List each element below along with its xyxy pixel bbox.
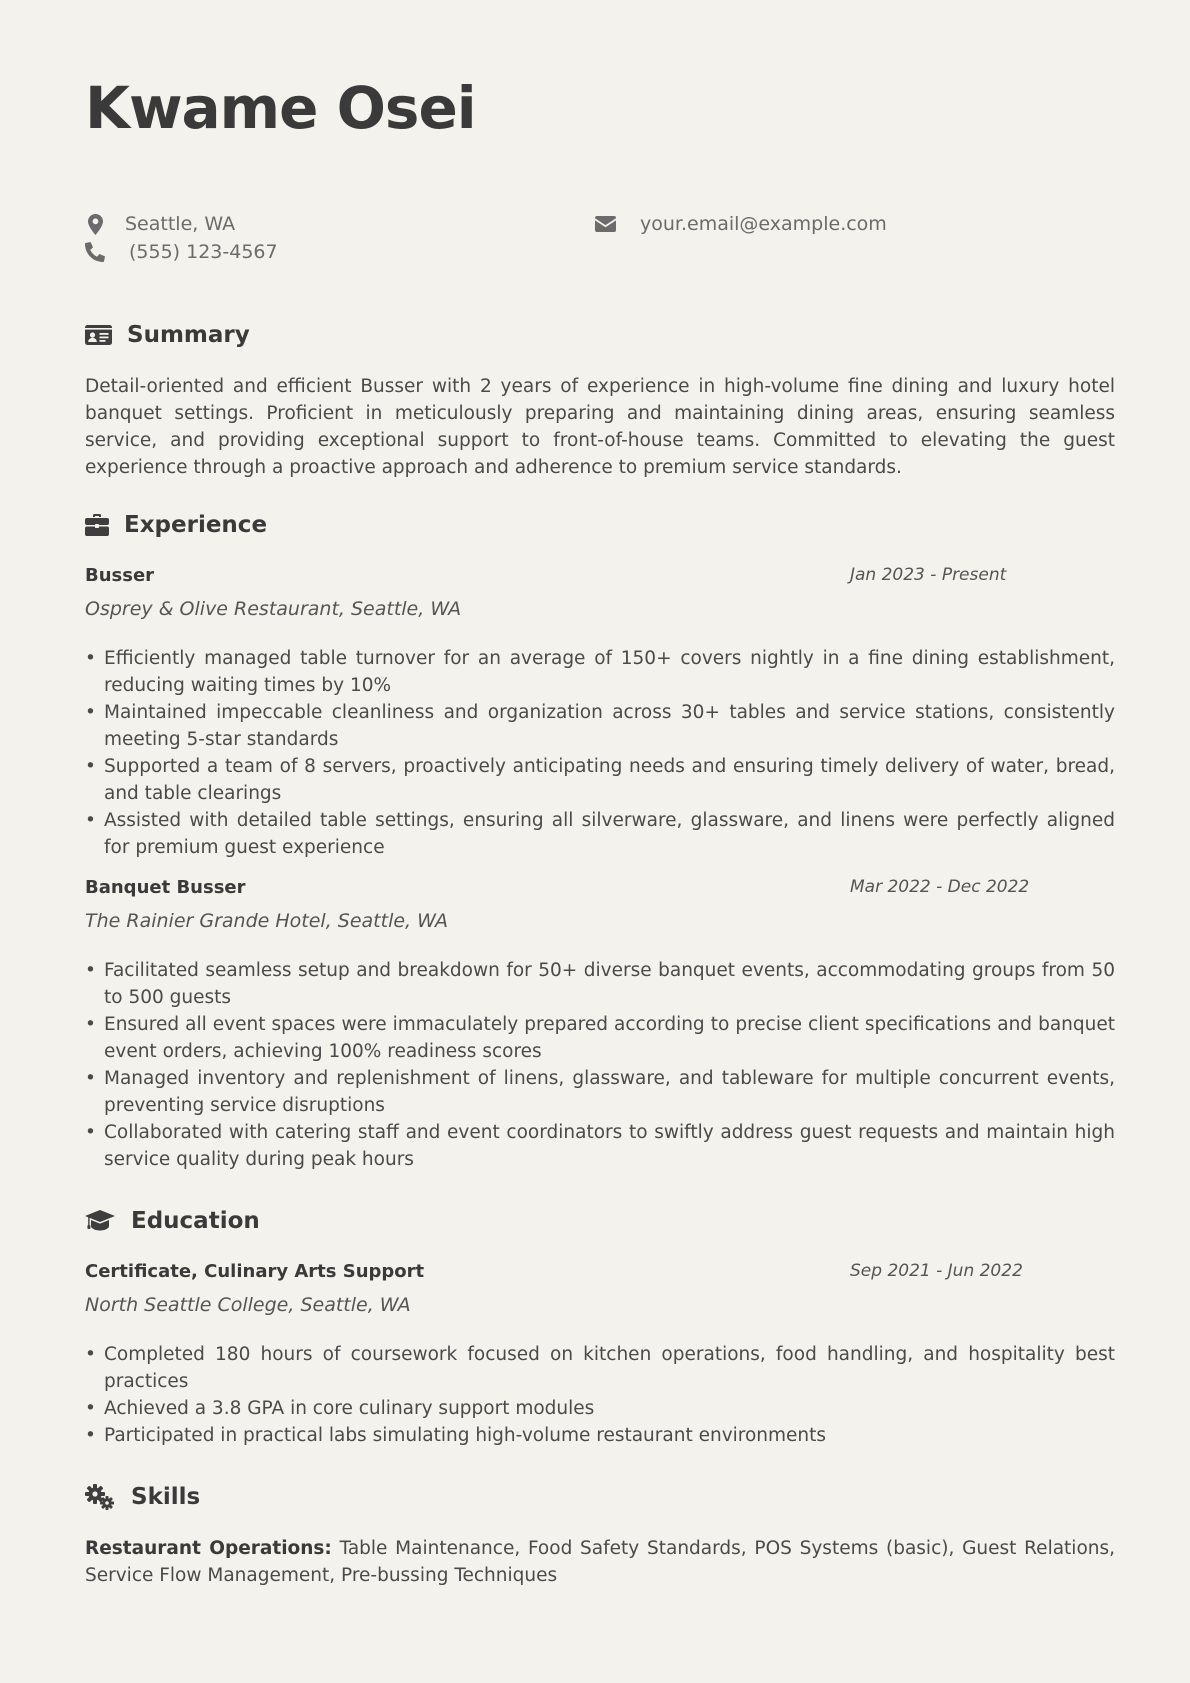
list-item: • Facilitated seamless setup and breakdown for 50+ diverse banquet events, accommodating groups from 50 to 500 guests [85, 957, 1115, 1011]
education-dates: Sep 2021 - Jun 2022 [850, 1261, 1023, 1281]
phone-text[interactable]: (555) 123-4567 [129, 241, 278, 263]
list-item: • Maintained impeccable cleanliness and organization across 30+ tables and service stations, consistently meeting 5-star standards [85, 699, 1115, 753]
education-bullets [85, 1341, 1115, 1449]
envelope-icon [594, 213, 616, 235]
experience-title: Experience [124, 512, 268, 538]
job-dates: Mar 2022 - Dec 2022 [850, 877, 1030, 897]
id-card-icon [85, 325, 112, 345]
candidate-name: Kwame Osei [85, 74, 476, 142]
skills-group [85, 1535, 1115, 1589]
job-employer: The Rainier Grande Hotel, Seattle, WA [85, 910, 448, 932]
list-item: • Assisted with detailed table settings, ensuring all silverware, glassware, and linens were perfectly aligned for premium guest experience [85, 807, 1115, 861]
job-dates: Jan 2023 - Present [850, 565, 1007, 585]
experience-heading [85, 512, 267, 538]
list-item: • Efficiently managed table turnover for an average of 150+ covers nightly in a fine dining establishment, reducing waiting times by 10% [85, 645, 1115, 699]
job-title: Busser [85, 565, 155, 586]
education-title: Education [131, 1208, 260, 1234]
job-bullets [85, 645, 1115, 861]
education-heading [85, 1208, 260, 1234]
list-item: • Ensured all event spaces were immaculately prepared according to precise client specifications and banquet event orders, achieving 100% readiness scores [85, 1011, 1115, 1065]
education-institution: North Seattle College, Seattle, WA [85, 1294, 411, 1316]
briefcase-icon [85, 514, 109, 536]
skills-group-label: Restaurant Operations: [85, 1538, 332, 1559]
list-item: • Managed inventory and replenishment of linens, glassware, and tableware for multiple concurrent events, preventing service disruptions [85, 1065, 1115, 1119]
list-item: • Collaborated with catering staff and event coordinators to swiftly address guest requests and maintain high service quality during peak hours [85, 1119, 1115, 1173]
email-text[interactable]: your.email@example.com [640, 213, 887, 235]
cogs-icon [85, 1484, 115, 1510]
map-marker-icon [85, 213, 105, 235]
job-employer: Osprey & Olive Restaurant, Seattle, WA [85, 598, 462, 620]
skills-heading [85, 1484, 200, 1510]
skills-group-items: Table Maintenance, Food Safety Standards, POS Systems (basic), Guest Relations, Service Flow Management, Pre-bussing Techniques [85, 1538, 1116, 1586]
summary-title: Summary [127, 322, 250, 348]
contact-phone [85, 241, 278, 263]
location-text: Seattle, WA [125, 213, 236, 235]
contact-email [594, 213, 887, 235]
summary-text: Detail-oriented and efficient Busser with 2 years of experience in high-volume fine dining and luxury hotel banquet settings. Proficient in meticulously preparing and maintaining dining areas, ensuring seamless service, and providing exceptional support to front-of-house teams. Committed to elevating the guest experience through a proactive approach and adherence to premium service standards. [85, 376, 1115, 478]
list-item: • Achieved a 3.8 GPA in core culinary support modules [85, 1395, 1115, 1422]
skills-title: Skills [131, 1484, 201, 1510]
list-item: • Participated in practical labs simulating high-volume restaurant environments [85, 1422, 1115, 1449]
job-title: Banquet Busser [85, 877, 246, 898]
degree-title: Certificate, Culinary Arts Support [85, 1261, 425, 1282]
list-item: • Supported a team of 8 servers, proactively anticipating needs and ensuring timely delivery of water, bread, and table clearings [85, 753, 1115, 807]
summary-heading [85, 322, 250, 348]
job-bullets [85, 957, 1115, 1173]
graduation-cap-icon [85, 1210, 115, 1232]
list-item: • Completed 180 hours of coursework focused on kitchen operations, food handling, and hospitality best practices [85, 1341, 1115, 1395]
contact-location [85, 213, 235, 235]
phone-icon [85, 241, 105, 263]
